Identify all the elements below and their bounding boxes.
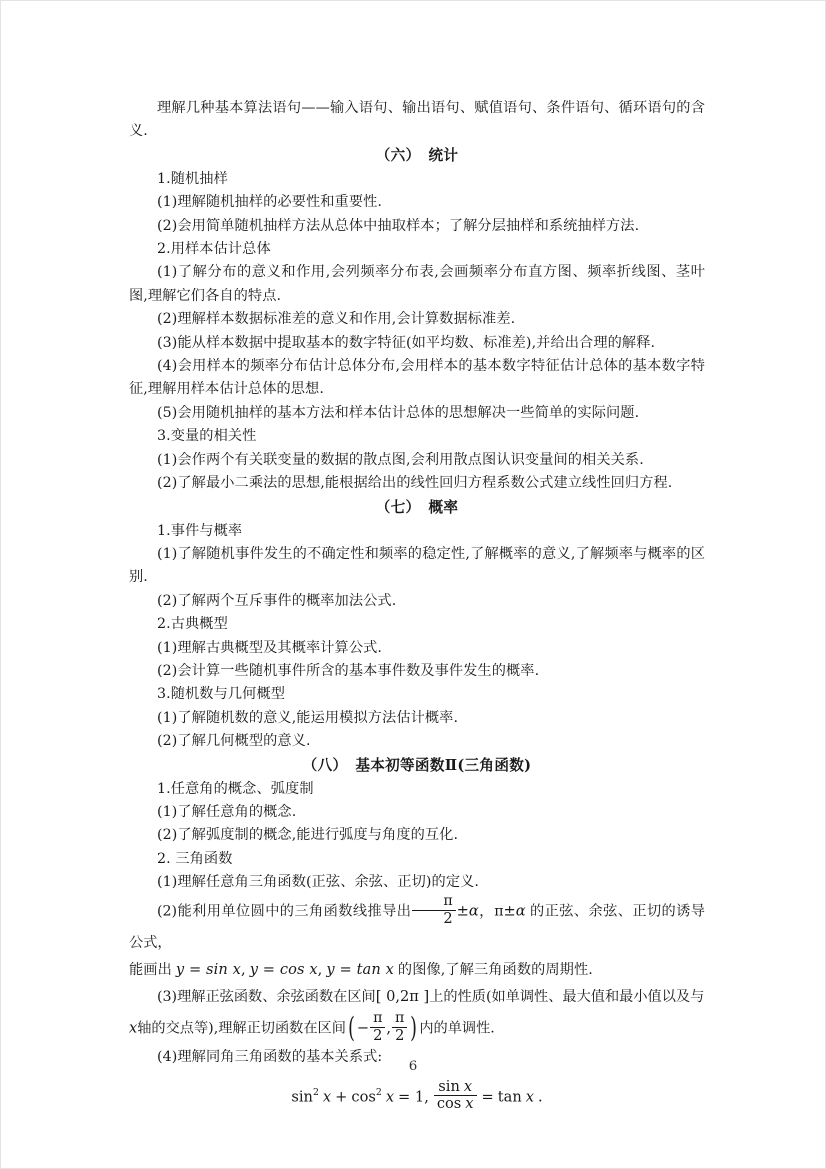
- math-item-2-3-line2: [129, 1012, 705, 1045]
- list-item: (4)会用样本的频率分布估计总体分布,会用样本的基本数字特征估计总体的基本数字特征,理解用样本估计总体的思想.: [129, 358, 705, 398]
- section-seven-title: 概率: [428, 498, 459, 516]
- math-item-2-2-line2-tail: 的图像,了解三角函数的周期性.: [397, 961, 593, 978]
- fraction-numerator: π: [392, 1011, 407, 1028]
- fraction-numerator: [434, 1079, 477, 1097]
- math-comma: ，: [478, 902, 495, 920]
- plus-minus-operator-2: ±: [503, 902, 516, 920]
- fraction-denominator: [434, 1096, 477, 1113]
- fraction-numerator: π: [412, 894, 455, 911]
- math-item-2-2: [129, 892, 705, 958]
- math-item-2-2-tail: 的正弦、余弦、正切的诱导公式，: [129, 903, 705, 951]
- list-item: 1.随机抽样: [157, 170, 228, 187]
- function-tan-x: y = tan x: [326, 960, 394, 978]
- alpha-symbol: α: [468, 902, 479, 920]
- list-item: (2)了解两个互斥事件的概率加法公式.: [157, 592, 397, 609]
- section-heading-six: [129, 144, 705, 168]
- sin-operator: sin: [438, 1077, 460, 1095]
- equals-one: = 1: [398, 1088, 425, 1106]
- list-item: (5)会用随机抽样的基本方法和样本估计总体的思想解决一些简单的实际问题.: [157, 404, 640, 421]
- pi-symbol: π: [494, 903, 504, 920]
- fraction-sin-over-cos: [434, 1079, 477, 1113]
- fraction-pi-over-2: [412, 894, 455, 927]
- function-sin-x: y = sin x: [175, 960, 241, 978]
- variable-x: x: [385, 1088, 395, 1106]
- interval-comma: ,: [386, 1019, 392, 1037]
- opening-paragraph: 理解几种基本算法语句——输入语句、输出语句、赋值语句、条件语句、循环语句的含义.: [129, 100, 705, 140]
- math-item-2-3-mid: 上的性质(如单调性、最大值和最小值以及与: [429, 989, 705, 1006]
- list-item: (1)理解随机抽样的必要性和重要性.: [157, 194, 383, 211]
- equals-operator: =: [481, 1088, 494, 1106]
- section-seven-number: （七）: [375, 498, 421, 516]
- math-item-2-4-lead: (4)理解同角三角函数的基本关系式:: [157, 1048, 383, 1065]
- list-item: (1)了解任意角的概念.: [157, 803, 297, 820]
- section-six-title: 统计: [428, 146, 459, 164]
- open-paren-big: (: [347, 1010, 355, 1044]
- list-item: 1.任意角的概念、弧度制: [157, 780, 314, 797]
- list-item: (2)了解弧度制的概念,能进行弧度与角度的互化.: [157, 827, 459, 844]
- variable-x: x: [129, 1019, 138, 1037]
- math-item-2-3: [129, 982, 705, 1012]
- function-cos-x: y = cos x: [249, 960, 318, 978]
- fraction-denominator: 2: [443, 909, 453, 927]
- variable-x: x: [322, 1088, 332, 1106]
- list-item: (2)了解几何概型的意义.: [157, 733, 311, 750]
- list-item: 3.变量的相关性: [157, 428, 257, 445]
- math-item-2-3-line2-tail: 内的单调性.: [419, 1020, 495, 1037]
- plus-operator: +: [335, 1088, 348, 1106]
- list-item: 3.随机数与几何概型: [157, 686, 286, 703]
- list-item: (3)能从样本数据中提取基本的数字特征(如平均数、标准差),并给出合理的解释.: [157, 334, 656, 351]
- display-formula-pythagorean-identity: [129, 1069, 705, 1115]
- tan-operator: tan: [497, 1088, 522, 1106]
- list-item: (2)会用简单随机抽样方法从总体中抽取样本；了解分层抽样和系统抽样方法.: [157, 217, 640, 234]
- list-item: (1)会作两个有关联变量的数据的散点图,会利用散点图认识变量间的相关关系.: [157, 451, 644, 468]
- alpha-symbol-2: α: [515, 902, 526, 920]
- plus-minus-operator: ±: [456, 902, 469, 920]
- list-item: (1)了解分布的意义和作用,会列频率分布表,会画频率分布直方图、频率折线图、茎叶图,理解它们各自的特点.: [129, 264, 705, 304]
- fraction-pi-over-2-left: [370, 1011, 385, 1044]
- list-item: 2.用样本估计总体: [157, 241, 271, 258]
- variable-x: x: [525, 1088, 534, 1106]
- exponent-2: 2: [312, 1086, 319, 1098]
- list-item: (2)会计算一些随机事件所含的基本事件数及事件发生的概率.: [157, 662, 540, 679]
- sin-operator: sin: [291, 1088, 313, 1106]
- list-item: (2)了解最小二乘法的思想,能根据给出的线性回归方程系数公式建立线性回归方程.: [157, 475, 673, 492]
- section-heading-eight: [129, 754, 705, 778]
- close-paren-big: ): [410, 1010, 418, 1044]
- math-item-2-3-lead: (3)理解正弦函数、余弦函数在区间: [157, 989, 376, 1006]
- list-item: 2.古典概型: [157, 616, 228, 633]
- list-item: 1.事件与概率: [157, 522, 243, 539]
- formula-period: .: [537, 1088, 543, 1106]
- section-heading-seven: [129, 496, 705, 520]
- exponent-2: 2: [375, 1086, 382, 1098]
- cos-operator: cos: [351, 1088, 376, 1106]
- math-item-2-2-lead: (2)能利用单位圆中的三角函数线推导出: [157, 903, 412, 920]
- list-item: (2)理解样本数据标准差的意义和作用,会计算数据标准差.: [157, 311, 516, 328]
- page-content: [129, 97, 705, 1115]
- section-six-number: （六）: [375, 146, 421, 164]
- list-item: (1)理解古典概型及其概率计算公式.: [157, 639, 383, 656]
- math-item-2-3-line2-lead: 轴的交点等),理解正切函数在区间: [137, 1020, 346, 1037]
- list-item: (1)理解任意角三角函数(正弦、余弦、正切)的定义.: [157, 874, 480, 891]
- math-item-2-2-line2: 能画出 y = sin x, y = cos x, y = tan x 的图像,了解三角函数的周期性.: [129, 960, 593, 978]
- list-item: (1)了解随机事件发生的不确定性和频率的稳定性,了解概率的意义,了解频率与概率的区别.: [129, 545, 705, 586]
- fraction-denominator: 2: [373, 1027, 383, 1045]
- fraction-numerator: π: [370, 1011, 385, 1028]
- list-item: 2. 三角函数: [157, 850, 233, 867]
- closed-interval-0-2pi: [ 0,2π ]: [375, 988, 430, 1006]
- section-eight-number: （八）: [302, 756, 348, 774]
- list-item: (1)了解随机数的意义,能运用模拟方法估计概率.: [157, 709, 459, 726]
- fraction-pi-over-2-right: [392, 1011, 407, 1044]
- math-item-2-2-line2-lead: 能画出: [129, 961, 172, 978]
- formula-comma: ,: [424, 1088, 429, 1106]
- minus-sign: −: [356, 1019, 370, 1037]
- variable-x: x: [465, 1095, 474, 1113]
- variable-x: x: [463, 1077, 473, 1095]
- section-eight-title: 基本初等函数Ⅱ(三角函数): [355, 756, 532, 774]
- fraction-denominator: 2: [395, 1027, 405, 1045]
- page-number: 6: [408, 1059, 418, 1074]
- cos-operator: cos: [436, 1095, 462, 1113]
